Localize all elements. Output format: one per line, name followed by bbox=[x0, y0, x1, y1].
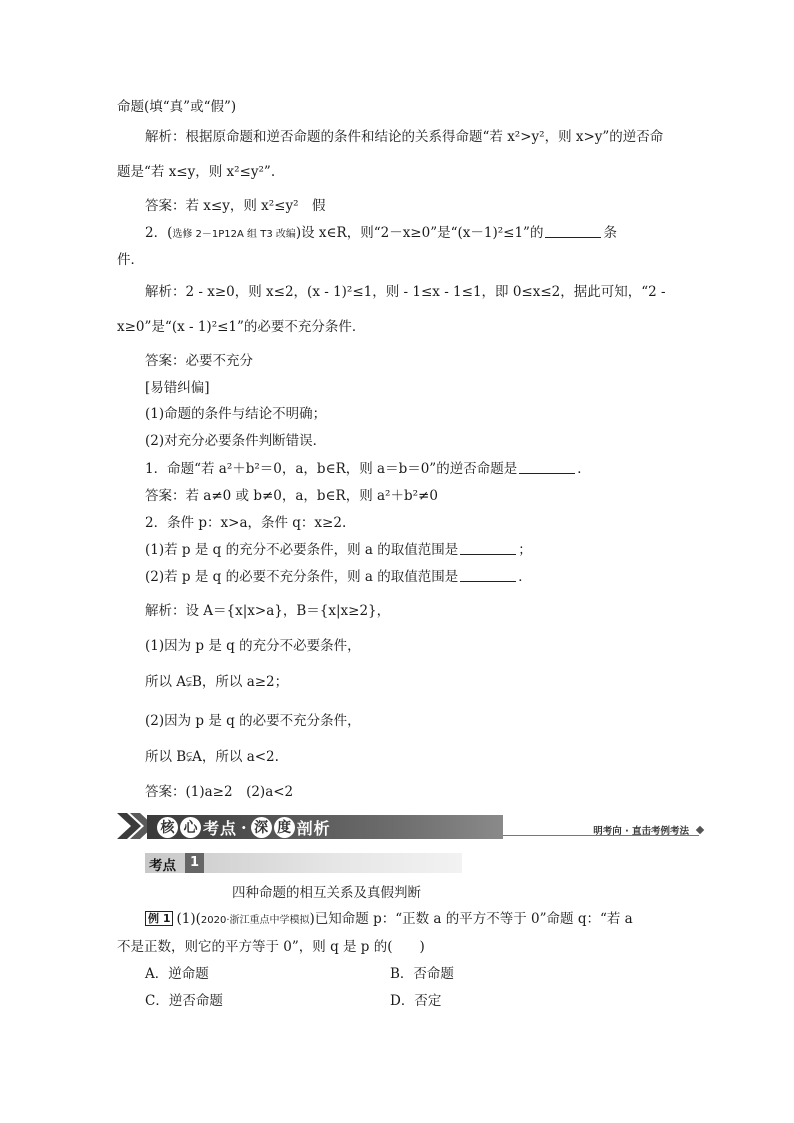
banner-dot: · bbox=[241, 817, 247, 837]
example-line bbox=[145, 910, 633, 930]
punctuation: ； bbox=[518, 542, 532, 558]
kaodian-title: 四种命题的相互关系及真假判断 bbox=[232, 885, 421, 901]
text-line: 解析：设 A＝{x|x>a}，B＝{x|x≥2}， bbox=[145, 603, 391, 619]
option-b[interactable]: B．否命题 bbox=[390, 966, 454, 982]
banner-circle-char: 度 bbox=[274, 817, 295, 838]
banner-circle-char: 心 bbox=[180, 817, 201, 838]
example-source: 2020·浙江重点中学模拟 bbox=[200, 915, 310, 926]
kaodian-number: 1 bbox=[185, 853, 204, 873]
text-line: 所以 B⫋A，所以 a<2. bbox=[145, 749, 279, 765]
text-line: 件． bbox=[117, 252, 144, 268]
text-line: (2)因为 p 是 q 的必要不充分条件， bbox=[145, 713, 361, 729]
banner-title bbox=[157, 816, 331, 838]
answer-line: 答案：若 x≤y，则 x²≤y² 假 bbox=[145, 198, 326, 214]
answer-line: 答案：必要不充分 bbox=[145, 353, 253, 369]
example-badge: 例 1 bbox=[145, 911, 173, 926]
diamond-icon bbox=[696, 826, 704, 834]
question-text-end: 条 bbox=[603, 225, 617, 241]
example-text: )已知命题 p：“正数 a 的平方不等于 0”命题 q：“若 a bbox=[309, 911, 633, 927]
question-number: 2．( bbox=[145, 225, 173, 241]
question-line bbox=[145, 568, 532, 586]
answer-line: 答案：(1)a≥2 (2)a<2 bbox=[145, 784, 294, 800]
option-c[interactable]: C．逆否命题 bbox=[145, 993, 223, 1009]
option-a[interactable]: A．逆命题 bbox=[145, 966, 209, 982]
answer-blank[interactable] bbox=[460, 568, 516, 582]
question-text: )设 x∈R，则“2－x≥0”是“(x－1)²≤1”的 bbox=[295, 225, 544, 241]
text-line: (1)命题的条件与结论不明确； bbox=[145, 406, 327, 422]
text-line: 所以 A⫋B，所以 a≥2； bbox=[145, 674, 289, 690]
banner-circle-char: 深 bbox=[251, 817, 272, 838]
kaodian-bar bbox=[145, 853, 462, 873]
text-line: (2)对充分必要条件判断错误． bbox=[145, 433, 327, 449]
question-line bbox=[145, 224, 617, 244]
answer-blank[interactable] bbox=[460, 541, 516, 555]
question-line bbox=[145, 541, 532, 559]
question-line bbox=[145, 460, 591, 478]
text-line: 解析：2 - x≥0，则 x≤2，(x - 1)²≤1，则 - 1≤x - 1≤1，即 0≤x≤2，据此可知，“2 - bbox=[145, 284, 666, 300]
question-text: (1)若 p 是 q 的充分不必要条件，则 a 的取值范围是 bbox=[145, 542, 459, 558]
option-d[interactable]: D．否定 bbox=[390, 993, 442, 1009]
punctuation: ． bbox=[577, 461, 591, 477]
text-line: x≥0”是“(x - 1)²≤1”的必要不充分条件． bbox=[117, 319, 366, 335]
section-banner bbox=[117, 807, 707, 843]
banner-text: 考点 bbox=[203, 818, 238, 838]
punctuation: ． bbox=[518, 569, 532, 585]
banner-circle-char: 核 bbox=[157, 817, 178, 838]
section-label: [易错纠偏] bbox=[145, 380, 210, 396]
answer-line: 答案：若 a≠0 或 b≠0，a，b∈R，则 a²＋b²≠0 bbox=[145, 488, 438, 504]
example-text: (1)( bbox=[176, 911, 201, 927]
answer-blank[interactable] bbox=[545, 224, 601, 238]
text-line: 解析：根据原命题和逆否命题的条件和结论的关系得命题“若 x²>y²，则 x>y”的逆否命 bbox=[145, 129, 664, 145]
text-line: (1)因为 p 是 q 的充分不必要条件， bbox=[145, 638, 361, 654]
banner-text: 剖析 bbox=[296, 818, 331, 838]
kaodian-label: 考点 bbox=[149, 858, 176, 874]
answer-blank[interactable] bbox=[519, 460, 575, 474]
question-line: 2．条件 p：x>a，条件 q：x≥2. bbox=[145, 515, 347, 531]
text-line: 命题(填“真”或“假”) bbox=[117, 99, 237, 115]
question-source: 选修 2－1P12A 组 T3 改编 bbox=[172, 229, 296, 240]
example-line: 不是正数，则它的平方等于 0”，则 q 是 p 的( ) bbox=[117, 939, 425, 955]
text-line: 题是“若 x≤y，则 x²≤y²”. bbox=[117, 164, 276, 180]
question-text: (2)若 p 是 q 的必要不充分条件，则 a 的取值范围是 bbox=[145, 569, 459, 585]
banner-tagline: 明考向 · 直击考例考法 bbox=[593, 826, 689, 837]
question-text: 1．命题“若 a²＋b²＝0，a，b∈R，则 a＝b＝0”的逆否命题是 bbox=[145, 461, 518, 477]
